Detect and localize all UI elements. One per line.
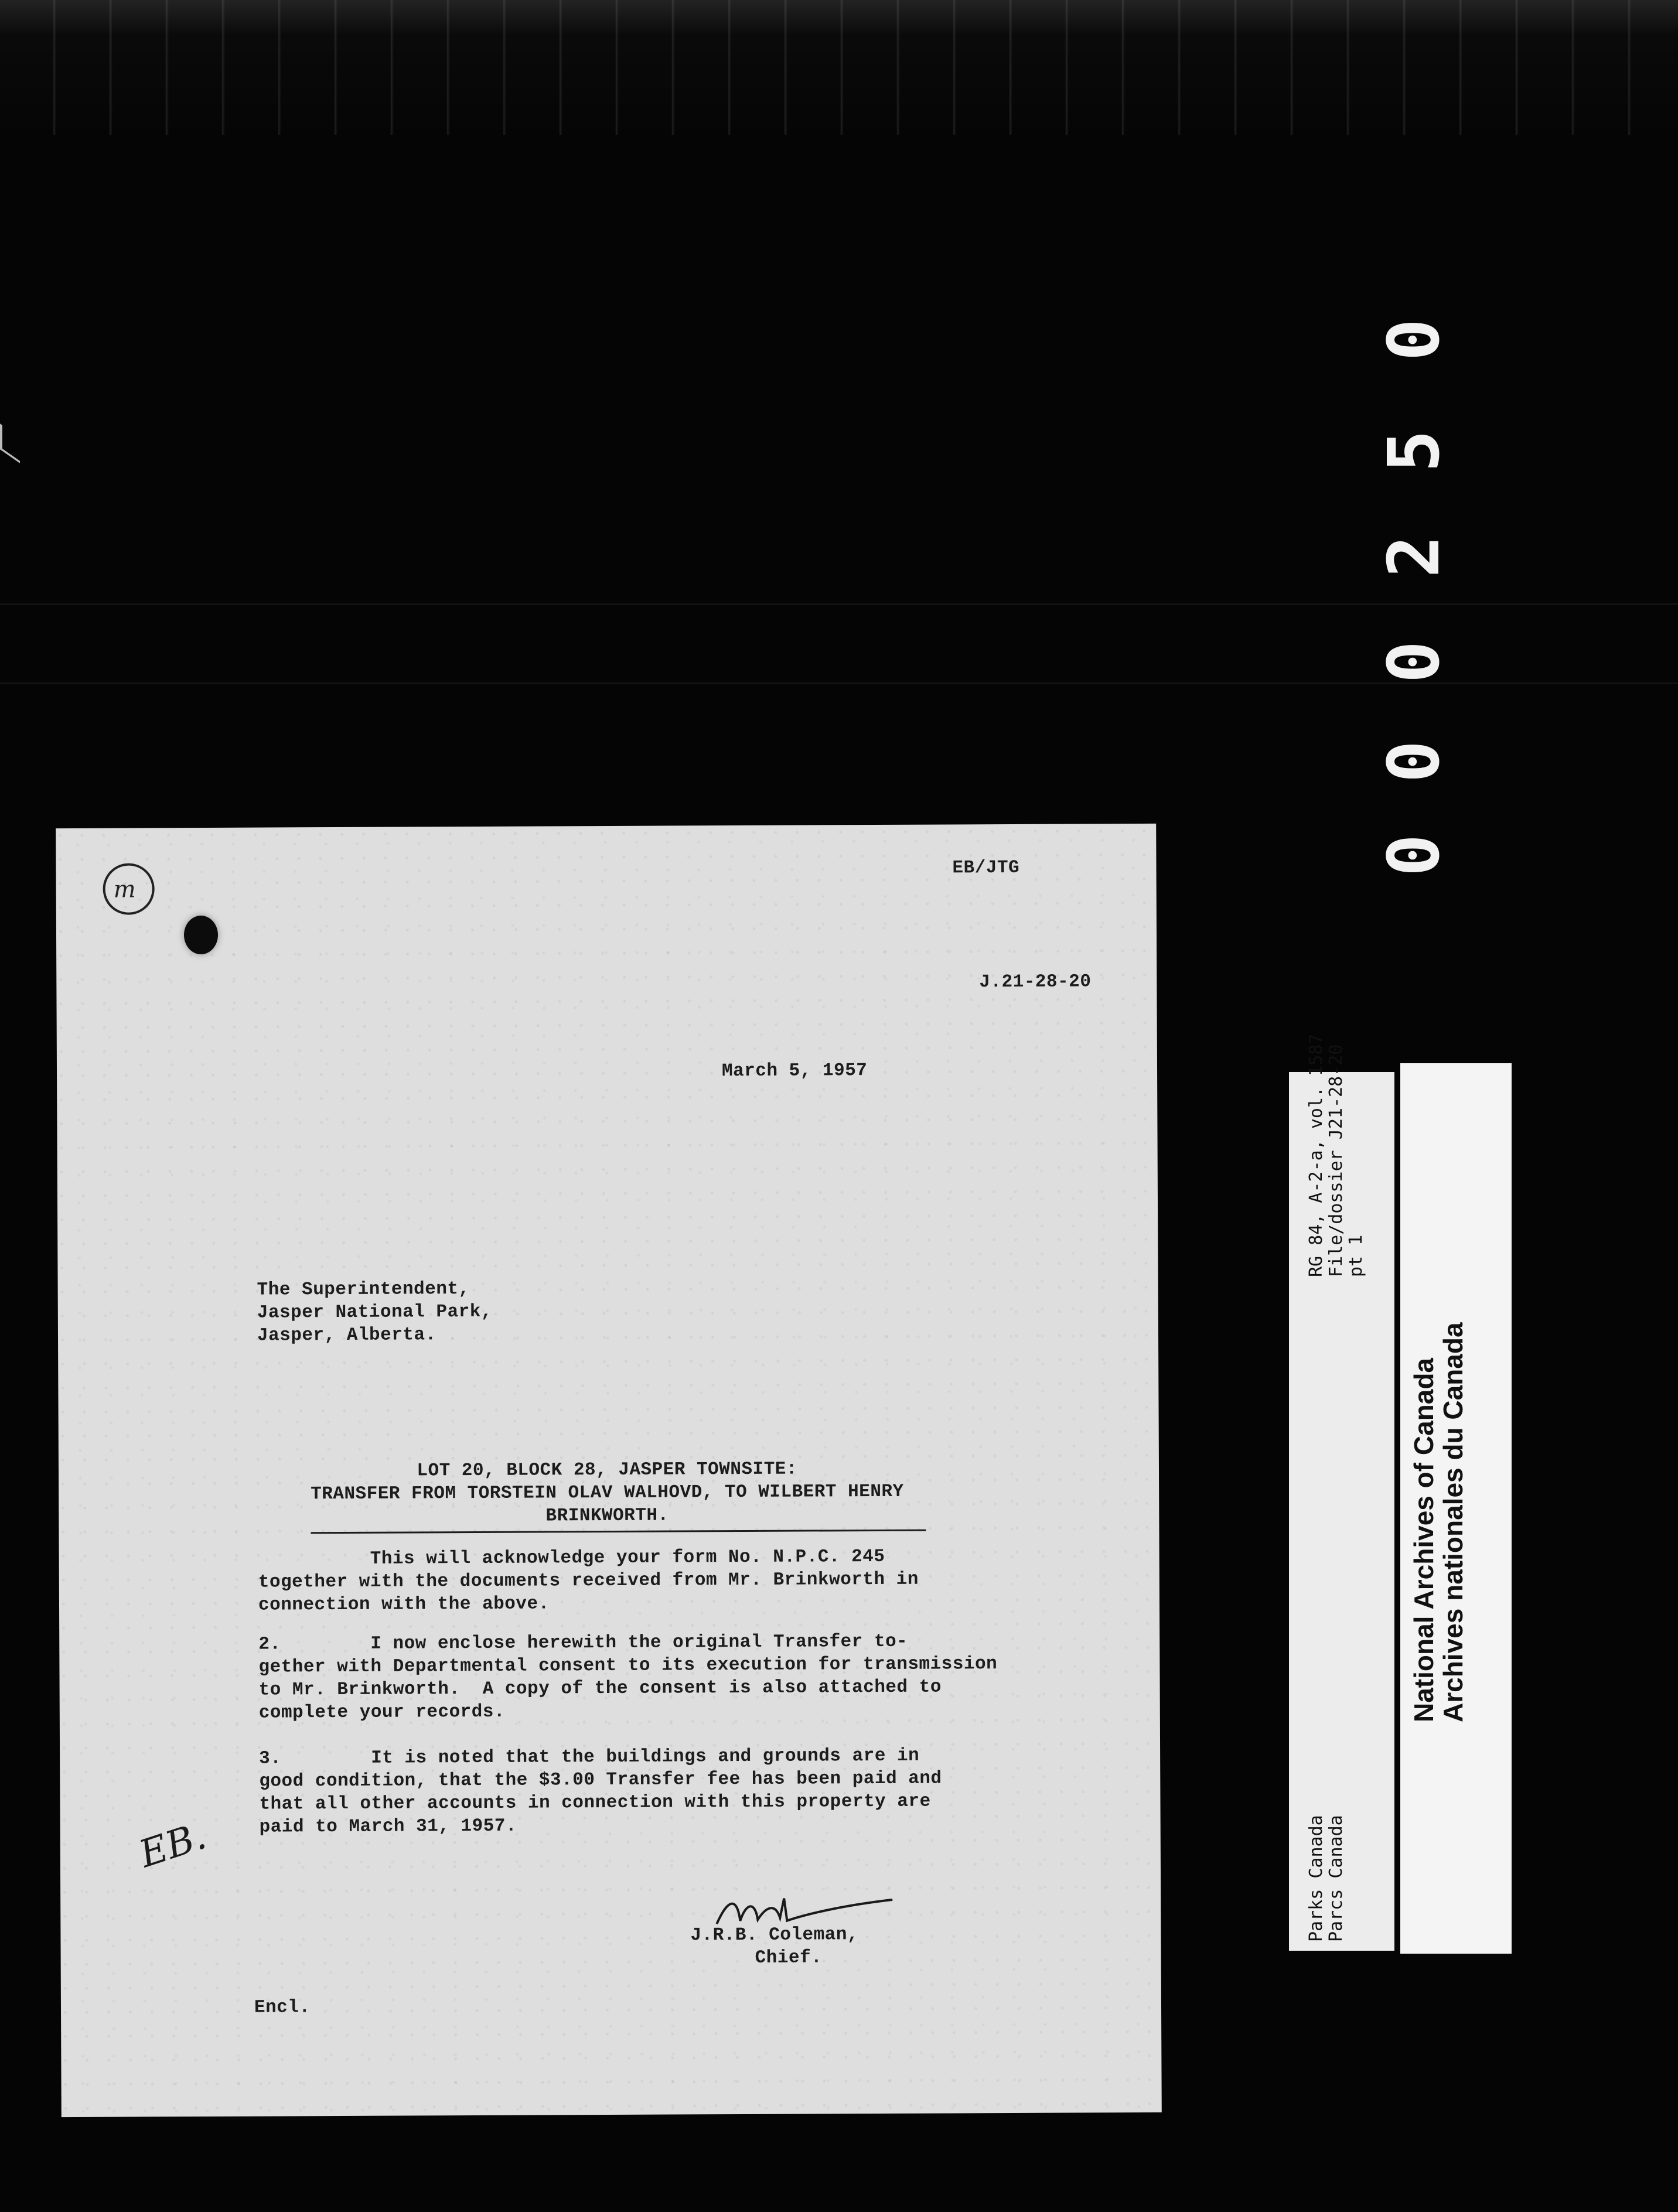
signatory-title: Chief. xyxy=(755,1947,823,1968)
enclosure-note: Encl. xyxy=(254,1997,311,2018)
frame-digit: 5 xyxy=(1374,429,1455,473)
institution-fr: Archives nationales du Canada xyxy=(1438,1322,1468,1722)
paragraph-line: together with the documents received from Mr. Brinkworth in xyxy=(258,1569,919,1593)
paragraph-line: good condition, that the $3.00 Transfer fee has been paid and xyxy=(259,1768,942,1792)
stamp-scribble: m xyxy=(113,876,136,903)
paragraph-line: complete your records. xyxy=(258,1701,506,1723)
frame-digit: 0 xyxy=(1374,834,1455,877)
signature-block xyxy=(690,1923,858,1969)
archive-institution xyxy=(1409,1322,1468,1722)
frame-digit: 0 xyxy=(1374,740,1455,783)
film-edge-mark xyxy=(0,424,20,463)
reference-line: File/dossier J21-28-20 xyxy=(1326,1044,1346,1277)
subject-block xyxy=(311,1457,904,1528)
paragraph-line: to Mr. Brinkworth. A copy of the consent is also attached to xyxy=(258,1677,942,1701)
paragraph-line: gether with Departmental consent to its execution for transmission xyxy=(258,1654,998,1678)
frame-number xyxy=(1374,305,1456,879)
address-line: Jasper National Park, xyxy=(257,1301,493,1323)
paragraph-line: 3. It is noted that the buildings and grounds are in xyxy=(259,1745,920,1769)
punch-hole xyxy=(184,916,218,954)
paragraph-line: This will acknowledge your form No. N.P.C. 245 xyxy=(258,1546,885,1570)
file-reference: J.21-28-20 xyxy=(979,971,1092,993)
source-line: Parks Canada xyxy=(1306,1815,1326,1942)
paragraph-line: connection with the above. xyxy=(258,1593,550,1616)
film-frame-top xyxy=(0,0,1678,135)
recipient-address xyxy=(257,1278,493,1347)
reference-line: pt 1 xyxy=(1346,1234,1366,1277)
paragraph-line: that all other accounts in connection with this property are xyxy=(259,1791,931,1815)
address-line: Jasper, Alberta. xyxy=(257,1325,436,1346)
paragraph-3 xyxy=(259,1745,942,1839)
handwritten-initials: EB. xyxy=(134,1814,212,1877)
letter-date: March 5, 1957 xyxy=(721,1060,868,1082)
archive-reference xyxy=(1307,1034,1366,1277)
paragraph-line: paid to March 31, 1957. xyxy=(259,1815,517,1838)
subject-line: BRINKWORTH. xyxy=(545,1505,669,1527)
letter-page xyxy=(56,824,1162,2117)
subject-underline xyxy=(311,1530,926,1534)
paragraph-1 xyxy=(258,1545,919,1617)
frame-digit: 0 xyxy=(1374,318,1455,361)
archive-source xyxy=(1307,1815,1346,1942)
paragraph-line: 2. I now enclose herewith the original Transfer to- xyxy=(258,1631,908,1655)
reference-initials: EB/JTG xyxy=(952,857,1020,879)
subject-line: LOT 20, BLOCK 28, JASPER TOWNSITE: xyxy=(417,1459,798,1482)
subject-line: TRANSFER FROM TORSTEIN OLAV WALHOVD, TO WILBERT HENRY xyxy=(311,1481,904,1505)
paragraph-2 xyxy=(258,1630,997,1725)
institution-en: National Archives of Canada xyxy=(1408,1357,1439,1722)
source-line: Parcs Canada xyxy=(1326,1815,1346,1942)
frame-digit: 0 xyxy=(1374,640,1455,684)
signatory-name: J.R.B. Coleman, xyxy=(690,1924,859,1946)
frame-digit: 2 xyxy=(1374,535,1455,578)
address-line: The Superintendent, xyxy=(257,1279,470,1300)
reference-line: RG 84, A-2-a, vol. 1587 xyxy=(1306,1033,1326,1277)
